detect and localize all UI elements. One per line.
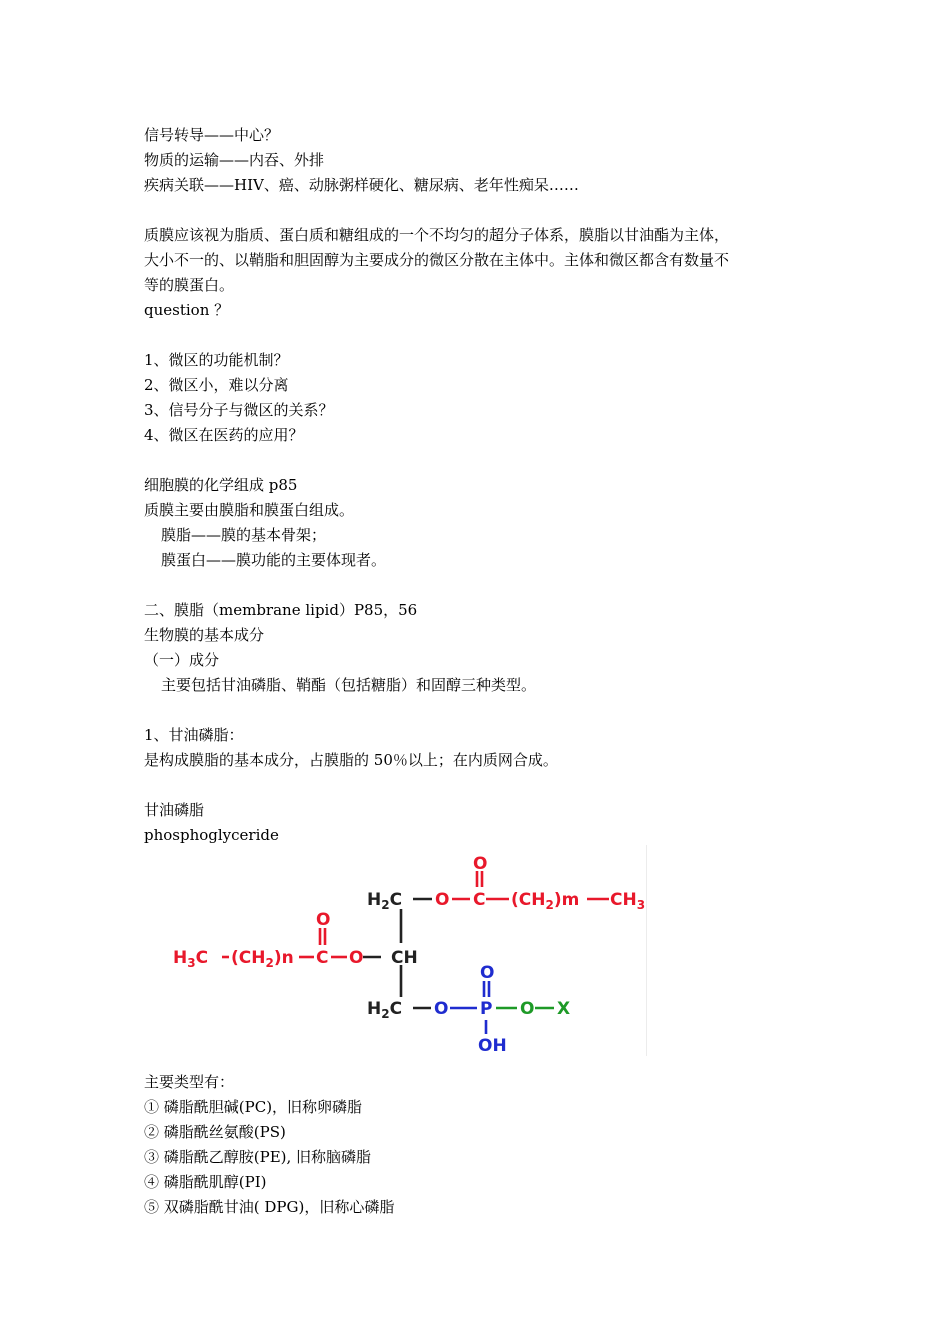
atom-label: $(CH_2)m$: [511, 890, 580, 912]
atom-label: $H_2C$: [367, 890, 403, 912]
phosphoglyceride-structure-figure: [172, 845, 647, 1056]
structure-svg: [172, 845, 646, 1056]
paragraph: 主要类型有：: [144, 1073, 235, 1091]
atom-label: CH: [391, 948, 418, 968]
figure-caption: 甘油磷脂: [144, 801, 205, 819]
section-heading: 二、膜脂（membrane lipid）P85，56: [144, 601, 418, 619]
section-heading: 细胞膜的化学组成 p85: [144, 476, 298, 494]
atom-label: P: [480, 999, 493, 1019]
paragraph: 大小不一的、以鞘脂和胆固醇为主要成分的微区分散在主体中。主体和微区都含有数量不: [144, 251, 730, 269]
paragraph: 膜脂——膜的基本骨架；: [161, 526, 327, 544]
atom-label: $(CH_2)n$: [231, 948, 294, 970]
atom-label: O: [480, 963, 495, 983]
atom-label: O: [435, 890, 450, 910]
atom-label: OH: [478, 1036, 507, 1056]
subsection-heading: （一）成分: [144, 651, 220, 669]
paragraph: 主要包括甘油磷脂、鞘酯（包括糖脂）和固醇三种类型。: [161, 676, 537, 694]
list-item: ② 磷脂酰丝氨酸(PS): [144, 1123, 286, 1141]
atom-label: $H_3C$: [173, 948, 209, 970]
question-item: 2、微区小，难以分离: [144, 376, 289, 394]
atom-label: O: [434, 999, 449, 1019]
list-item: ⑤ 双磷脂酰甘油( DPG)，旧称心磷脂: [144, 1198, 395, 1216]
question-item: 4、微区在医药的应用？: [144, 426, 304, 444]
subsection-heading: 1、甘油磷脂：: [144, 726, 244, 744]
paragraph: 是构成膜脂的基本成分，占膜脂的 50％以上；在内质网合成。: [144, 751, 558, 769]
atom-label: O: [520, 999, 535, 1019]
list-item: ④ 磷脂酰肌醇(PI): [144, 1173, 267, 1191]
question-item: 1、微区的功能机制？: [144, 351, 289, 369]
question-item: 3、信号分子与微区的关系？: [144, 401, 334, 419]
paragraph: question ？: [144, 301, 230, 319]
atom-label: C: [316, 948, 329, 968]
paragraph: 信号转导——中心？: [144, 126, 280, 144]
atom-label: C: [473, 890, 486, 910]
paragraph: 膜蛋白——膜功能的主要体现者。: [161, 551, 387, 569]
list-item: ① 磷脂酰胆碱(PC)，旧称卵磷脂: [144, 1098, 363, 1116]
atom-label: X: [557, 999, 571, 1019]
paragraph: 物质的运输——内吞、外排: [144, 151, 325, 169]
paragraph: 等的膜蛋白。: [144, 276, 235, 294]
atom-label: $H_2C$: [367, 999, 403, 1021]
atom-label: O: [316, 910, 331, 930]
paragraph: 生物膜的基本成分: [144, 626, 265, 644]
list-item: ③ 磷脂酰乙醇胺(PE), 旧称脑磷脂: [144, 1148, 372, 1166]
figure-caption: phosphoglyceride: [144, 826, 279, 844]
paragraph: 质膜主要由膜脂和膜蛋白组成。: [144, 501, 355, 519]
paragraph: 疾病关联——HIV、癌、动脉粥样硬化、糖尿病、老年性痴呆……: [144, 176, 579, 194]
atom-label: $CH_3$: [610, 890, 646, 912]
paragraph: 质膜应该视为脂质、蛋白质和糖组成的一个不均匀的超分子体系，膜脂以甘油酯为主体，: [144, 226, 730, 244]
atom-label: O: [473, 854, 488, 874]
atom-label: O: [349, 948, 364, 968]
